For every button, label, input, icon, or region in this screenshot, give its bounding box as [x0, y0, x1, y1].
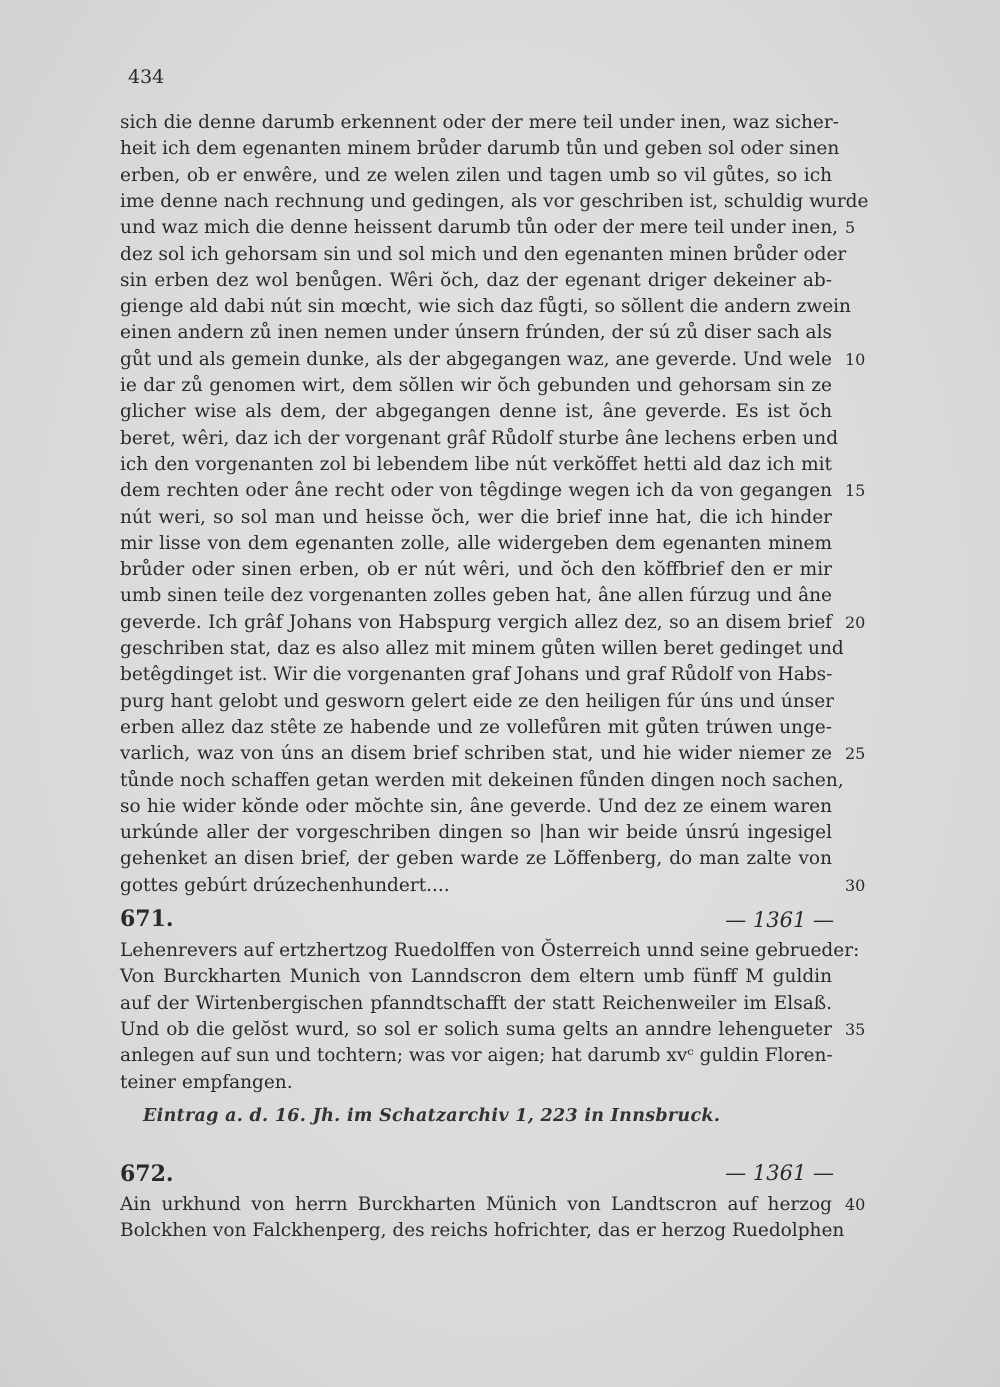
line-number: 15	[845, 481, 866, 500]
body-line: geschriben stat, daz es also allez mit minem gůten willen beret gedinget und	[120, 638, 844, 659]
line-number: 30	[845, 876, 866, 895]
body-line: mir lisse von dem egenanten zolle, alle widergeben dem egenanten minem	[120, 533, 832, 554]
entry-line: teiner empfangen.	[120, 1072, 293, 1093]
body-line: erben allez daz stête ze habende und ze vollefůren mit gůten trúwen unge-	[120, 717, 832, 738]
body-line: gehenket an disen brief, der geben warde ze Lŏffenberg, do man zalte von	[120, 848, 832, 869]
body-line: umb sinen teile dez vorgenanten zolles geben hat, âne allen fúrzug und âne	[120, 585, 832, 606]
entry-line: anlegen auf sun und tochtern; was vor aigen; hat darumb xvᶜ guldin Floren-	[120, 1045, 833, 1066]
body-line: sich die denne darumb erkennent oder der mere teil under inen, waz sicher-	[120, 112, 839, 133]
entry-number-672: 672.	[120, 1161, 174, 1187]
body-line: geverde. Ich grâf Johans von Habspurg vergich allez dez, so an disem brief	[120, 612, 832, 633]
body-line: ime denne nach rechnung und gedingen, als vor geschriben ist, schuldig wurde	[120, 191, 869, 212]
body-line: einen andern zů inen nemen under únsern frúnden, der sú zů diser sach als	[120, 322, 832, 343]
body-line: ich den vorgenanten zol bi lebendem libe nút verkŏffet hetti ald daz ich mit	[120, 454, 832, 475]
body-line: so hie wider kŏnde oder mŏchte sin, âne geverde. Und dez ze einem waren	[120, 796, 832, 817]
entry-line: Bolckhen von Falckhenperg, des reichs hofrichter, das er herzog Ruedolphen	[120, 1220, 845, 1241]
body-line: erben, ob er enwêre, und ze welen zilen und tagen umb so vil gůtes, so ich	[120, 165, 832, 186]
body-line: und waz mich die denne heissent darumb tůn oder der mere teil under inen,	[120, 217, 839, 238]
page-number: 434	[128, 66, 165, 88]
body-line: gůt und als gemein dunke, als der abgegangen waz, ane geverde. Und wele	[120, 349, 832, 370]
entry-number-671: 671.	[120, 906, 174, 932]
entry-date-671: — 1361 —	[725, 908, 834, 932]
body-line: urkúnde aller der vorgeschriben dingen so |han wir beide únsrú ingesigel	[120, 822, 832, 843]
body-line: varlich, waz von úns an disem brief schriben stat, und hie wider niemer ze	[120, 743, 832, 764]
body-line: heit ich dem egenanten minem brůder darumb tůn und geben sol oder sinen	[120, 138, 840, 159]
line-number: 5	[845, 218, 856, 237]
line-number: 25	[845, 744, 866, 763]
body-line: beret, wêri, daz ich der vorgenant grâf Růdolf sturbe âne lechens erben und	[120, 428, 839, 449]
body-line: gienge ald dabi nút sin mœcht, wie sich daz fůgti, so sŏllent die andern zwein	[120, 296, 851, 317]
body-line: betêgdinget ist. Wir die vorgenanten graf Johans und graf Růdolf von Habs-	[120, 664, 833, 685]
entry-line: Von Burckharten Munich von Lanndscron dem eltern umb fünff M guldin	[120, 966, 832, 987]
body-line: dem rechten oder âne recht oder von têgdinge wegen ich da von gegangen	[120, 480, 832, 501]
line-number: 35	[845, 1020, 866, 1039]
body-line: gottes gebúrt drúzechenhundert....	[120, 875, 450, 896]
line-number: 40	[845, 1195, 866, 1214]
body-line: tůnde noch schaffen getan werden mit dekeinen fůnden dingen noch sachen,	[120, 770, 844, 791]
body-line: ie dar zů genomen wirt, dem sŏllen wir ŏch gebunden und gehorsam sin ze	[120, 375, 832, 396]
body-line: purg hant gelobt und gesworn gelert eide ze den heiligen fúr úns und únser	[120, 691, 835, 712]
entry-date-672: — 1361 —	[725, 1161, 834, 1185]
entry-line: Lehenrevers auf ertzhertzog Ruedolffen von Ŏsterreich unnd seine gebrueder:	[120, 940, 860, 961]
source-note-671: Eintrag a. d. 16. Jh. im Schatzarchiv 1, 223 in Innsbruck.	[143, 1106, 721, 1126]
body-line: dez sol ich gehorsam sin und sol mich und den egenanten minen brůder oder	[120, 244, 847, 265]
body-line: sin erben dez wol benůgen. Wêri ŏch, daz der egenant driger dekeiner ab-	[120, 270, 832, 291]
body-line: nút weri, so sol man und heisse ŏch, wer die brief inne hat, die ich hinder	[120, 507, 832, 528]
body-line: glicher wise als dem, der abgegangen denne ist, âne geverde. Es ist ŏch	[120, 401, 832, 422]
body-line: brůder oder sinen erben, ob er nút wêri, und ŏch den kŏffbrief den er mir	[120, 559, 832, 580]
entry-line: Und ob die gelŏst wurd, so sol er solich suma gelts an anndre lehengueter	[120, 1019, 832, 1040]
entry-line: auf der Wirtenbergischen pfanndtschafft der statt Reichenweiler im Elsaß.	[120, 993, 832, 1014]
line-number: 10	[845, 350, 866, 369]
line-number: 20	[845, 613, 866, 632]
entry-line: Ain urkhund von herrn Burckharten Münich von Landtscron auf herzog	[120, 1194, 832, 1215]
